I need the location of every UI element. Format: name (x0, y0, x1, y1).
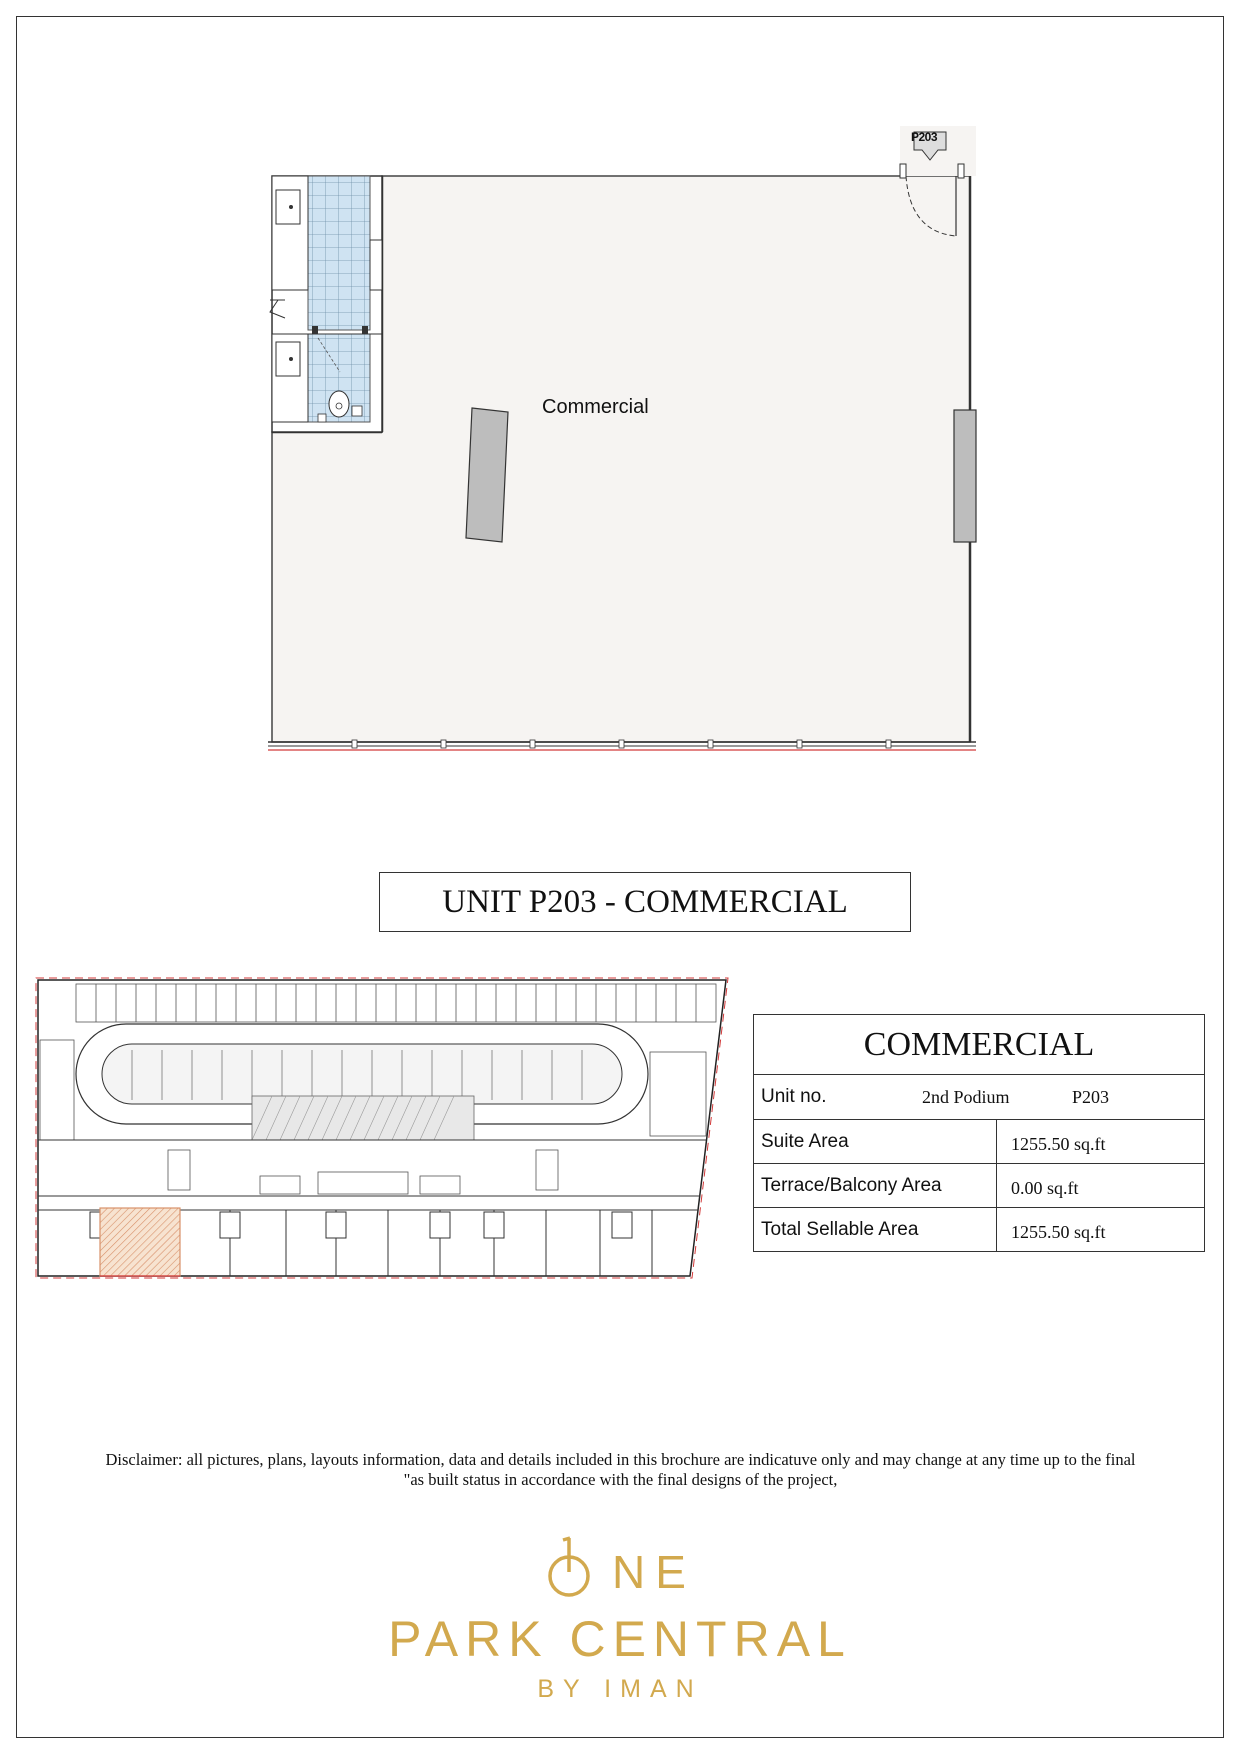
room-label: Commercial (542, 396, 649, 418)
facade-glazing (268, 740, 976, 750)
unit-entry-tag: P203 (911, 130, 938, 144)
key-plan-unit-highlight (100, 1208, 180, 1276)
floor-value: 2nd Podium (922, 1086, 1010, 1107)
total-area-value: 1255.50 sq.ft (997, 1208, 1205, 1252)
total-area-label: Total Sellable Area (754, 1208, 997, 1252)
table-row (754, 1208, 1205, 1252)
terrace-area-value: 0.00 sq.ft (997, 1164, 1205, 1208)
unit-area-table (753, 1014, 1205, 1252)
disclaimer (40, 1450, 1201, 1490)
unit-label: Unit no. (761, 1086, 827, 1107)
unit-number-row (754, 1075, 1205, 1120)
suite-area-value: 1255.50 sq.ft (997, 1120, 1205, 1164)
key-plan (36, 978, 728, 1278)
table-row (754, 1164, 1205, 1208)
table-heading: COMMERCIAL (754, 1015, 1205, 1075)
disclaimer-line-2: "as built status in accordance with the final designs of the project, (403, 1470, 838, 1489)
suite-area-label: Suite Area (754, 1120, 997, 1164)
unit-number-value: P203 (1072, 1086, 1110, 1107)
side-wall-element (954, 410, 976, 542)
logo-line-park-central: PARK CENTRAL (388, 1611, 852, 1667)
logo-line-by-iman: BY IMAN (537, 1675, 703, 1703)
logo-line-one: NE (612, 1546, 696, 1598)
unit-title: UNIT P203 - COMMERCIAL (379, 872, 911, 932)
terrace-area-label: Terrace/Balcony Area (754, 1164, 997, 1208)
structural-column (466, 408, 508, 542)
washroom-block (270, 176, 382, 432)
table-row (754, 1120, 1205, 1164)
disclaimer-line-1: Disclaimer: all pictures, plans, layouts information, data and details included in this brochure are indicatuve only and may change at any time up to the final (105, 1450, 1136, 1469)
brand-logo (330, 1530, 910, 1710)
